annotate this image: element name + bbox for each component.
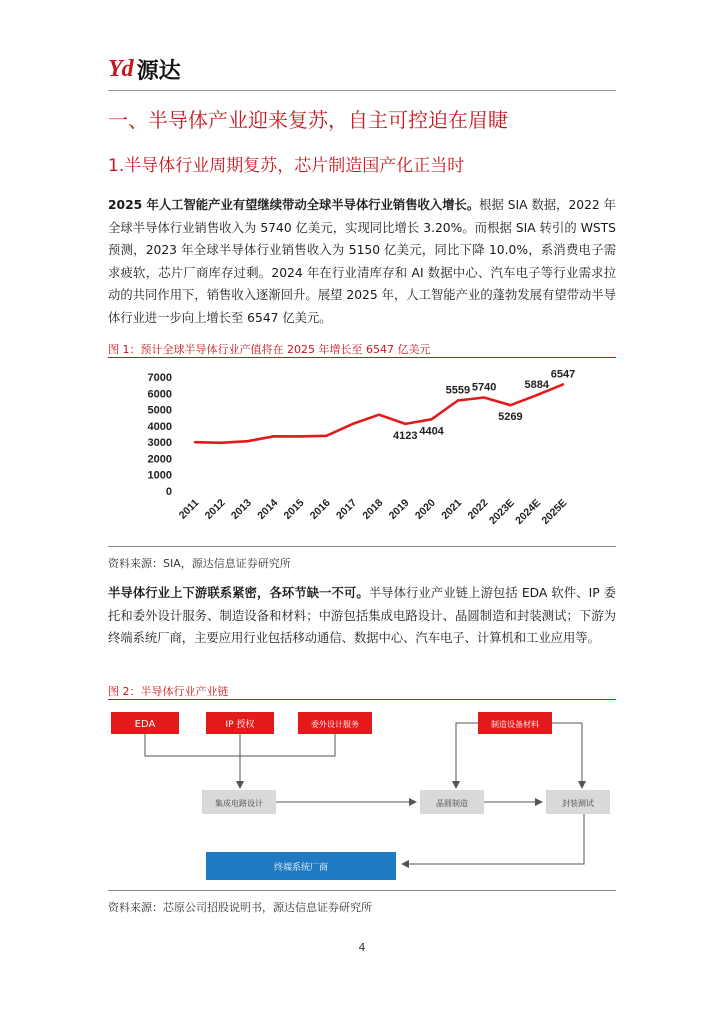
data-point-2019 [404,423,406,425]
x-tick-label-2012: 2012 [202,496,228,522]
figure-2-source-rule [108,890,616,891]
connector-design-service [240,734,335,756]
figure-1-title: 图 1：预计全球半导体行业产值将在 2025 年增长至 6547 亿美元 [108,343,431,356]
paragraph-2-lead: 半导体行业上下游联系紧密，各环节缺一不可。 [108,586,369,600]
paragraph-2-body: 半导体行业产业链上游包括 EDA 软件、IP 委托和委外设计服务、制造设备和材料；中游包括集成电路设计、晶圆制造和封装测试；下游为终端系统厂商，主要应用行业包括移动通信、数据中心、汽车电子、计算机和工业应用等。 [108,586,616,645]
semiconductor-revenue-line-chart [108,362,616,542]
data-point-2022 [483,396,485,398]
data-point-2024E [536,394,538,396]
subsection-title: 1.半导体行业周期复苏，芯片制造国产化正当时 [108,156,465,176]
box-packaging-label: 封装测试 [562,799,594,808]
data-label-2023E: 5269 [498,411,523,424]
x-tick-label-2023E: 2023E [486,496,517,527]
data-point-2025E [562,383,564,385]
y-tick-label-2000: 2000 [147,453,172,466]
box-eda-label: EDA [134,719,156,730]
data-label-2019: 4123 [393,429,418,442]
x-tick-label-2024E: 2024E [513,496,544,527]
data-point-2011 [194,441,196,443]
box-equipment-label: 制造设备材料 [491,720,539,729]
logo-text: 源达 [136,58,181,84]
x-axis [177,497,570,527]
paragraph-2 [108,582,616,650]
box-wafer-label: 晶圆制造 [436,799,468,808]
x-tick-label-2021: 2021 [439,496,465,522]
x-tick-label-2011: 2011 [176,496,202,522]
connector-equipment-to-wafer [456,723,478,788]
data-point-2020 [430,418,432,420]
data-point-2016 [325,435,327,437]
box-design-service-label: 委外设计服务 [311,720,359,729]
y-tick-label-6000: 6000 [147,388,172,401]
box-ip-label: IP 授权 [225,720,255,730]
y-tick-label-7000: 7000 [147,372,172,384]
page-number: 4 [358,941,366,954]
y-axis [148,372,172,498]
data-label-2024E: 5884 [524,379,549,392]
y-tick-label-5000: 5000 [147,404,172,417]
data-point-2023E [509,404,511,406]
y-tick-label-4000: 4000 [147,420,172,433]
box-ic-design-label: 集成电路设计 [215,799,263,808]
x-tick-label-2015: 2015 [281,496,307,522]
x-tick-label-2014: 2014 [255,496,281,522]
box-terminal-label: 终端系统厂商 [273,863,329,873]
data-point-2017 [352,423,354,425]
data-point-2015 [299,435,301,437]
x-tick-label-2020: 2020 [412,496,438,522]
data-labels [393,368,575,441]
header-divider [108,90,616,91]
paragraph-1 [108,194,616,329]
paragraph-1-lead: 2025 年人工智能产业有望继续带动全球半导体行业销售收入增长。 [108,198,480,212]
x-tick-label-2018: 2018 [360,496,386,522]
connector-upstream-to-design [145,734,240,788]
data-point-2018 [378,413,380,415]
brand-logo [108,56,181,82]
figure-2-title: 图 2：半导体行业产业链 [108,685,229,698]
figure-1-source-rule [108,546,616,547]
section-title: 一、半导体产业迎来复苏，自主可控迫在眉睫 [108,108,508,132]
data-point-2014 [273,435,275,437]
paragraph-1-body: 根据 SIA 数据，2022 年全球半导体行业销售收入为 5740 亿美元，实现同比增长 3.20%。而根据 SIA 转引的 WSTS 预测，2023 年全球半导体行业销售收入为 5150 亿美元，同比下降 10.0%，系消费电子需求疲软，芯片厂商库存过剩。2024 年在行业清库存和 AI 数据中心、汽车电子等行业需求拉动的共同作用下，销售收入逐渐回升。展望 2025 年，人工智能产业的蓬勃发展有望带动半导体行业进一步向上增长至 6547 亿美元。 [108,198,616,325]
data-point-2013 [246,440,248,442]
x-tick-label-2025E: 2025E [539,496,570,527]
figure-1-source: 资料来源：SIA，源达信息证券研究所 [108,557,291,570]
x-tick-label-2016: 2016 [307,496,333,522]
y-tick-label-3000: 3000 [147,437,172,450]
x-tick-label-2022: 2022 [465,496,491,522]
logo-mark: Yd [108,55,133,82]
x-tick-label-2019: 2019 [386,496,412,522]
connector-packaging-to-terminal [402,814,584,864]
figure-2-source: 资料来源：芯原公司招股说明书，源达信息证券研究所 [108,901,372,914]
x-tick-label-2017: 2017 [334,496,360,522]
data-label-2021: 5559 [445,384,471,397]
industry-chain-diagram [108,700,616,890]
data-point-2021 [457,399,459,401]
x-tick-label-2013: 2013 [228,496,254,522]
data-label-2025E: 6547 [550,368,576,381]
y-tick-label-1000: 1000 [147,469,172,482]
figure-1-rule [108,357,616,358]
data-point-2012 [220,442,222,444]
y-tick-label-0: 0 [165,486,172,498]
data-label-2020: 4404 [419,425,444,438]
data-label-2022: 5740 [471,381,497,394]
